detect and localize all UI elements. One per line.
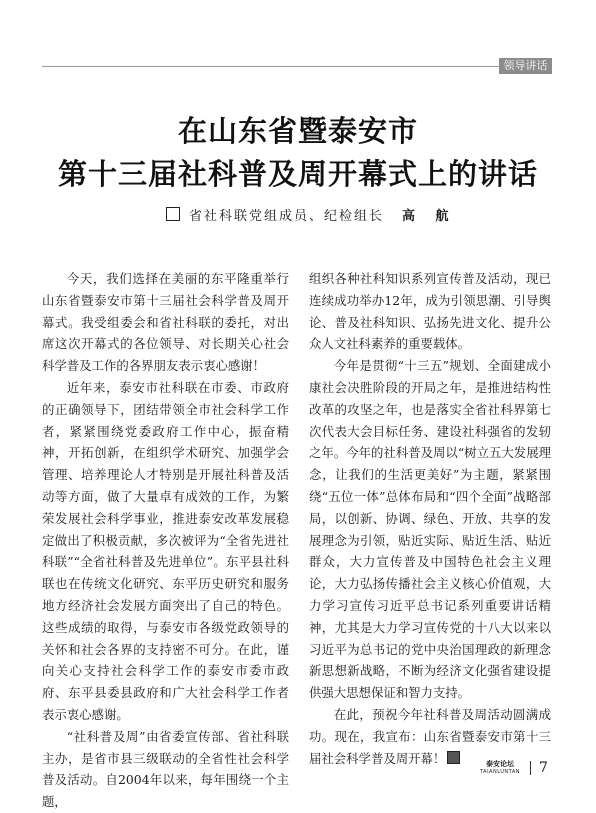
byline	[166, 205, 457, 223]
paragraph-final-text: 在此，预祝今年社科普及周活动圆满成功。现在，我宣布：山东省暨泰安市第十三届社会科学普及周开幕！	[309, 706, 551, 766]
article-title-line-2: 第十三届社科普及周开幕式上的讲话	[57, 157, 538, 191]
author-name: 高 航	[402, 208, 457, 224]
paragraph: “社科普及周”由省委宣传部、省社科联主办，是省市县三级联动的全省性社会科学普及活动。自2004年以来，每年围绕一个主题，	[42, 728, 289, 810]
page-number: 7	[539, 760, 548, 776]
paragraph: 今天，我们选择在美丽的东平隆重举行山东省暨泰安市第十三届社会科学普及周开幕式。我受组委会和省社科联的委托，对出席这次开幕式的各位领导、对长期关心社会科学普及工作的各界朋友表示衷心感谢！	[42, 271, 289, 374]
paragraph-continued: 组织各种社科知识系列宣传普及活动，现已连续成功举办12年，成为引领思潮、引导舆论、普及社科知识、弘扬先进文化、提升公众人文社科素养的重要载体。	[309, 271, 551, 352]
footer-divider	[530, 761, 531, 775]
publication-name: 泰安论坛	[486, 760, 514, 768]
body-column-right	[309, 268, 551, 769]
article-title-line-1: 在山东省暨泰安市	[177, 114, 418, 148]
end-mark-icon	[447, 751, 460, 764]
byline-square-icon	[166, 207, 180, 221]
paragraph: 今年是贯彻“十三五”规划、全面建成小康社会决胜阶段的开局之年，是推进结构性改革的攻坚之年，也是落实全省社科界第七次代表大会目标任务、建设社科强省的发轫之年。今年的社科普及周以“树立五大发展理念，让我们的生活更美好”为主题，紧紧围绕“五位一体”总体布局和“四个全面”战略部局，以创新、协调、绿色、开放、共享的发展理念为引领，贴近实际、贴近生活、贴近群众，大力宣传普及中国特色社会主义理论，大力弘扬传播社会主义核心价值观，大力学习宣传习近平总书记系列重要讲话精神，尤其是大力学习宣传党的十八大以来以习近平为总书记的党中央治国理政的新理念新思想新战略，不断为经济文化强省建设提供强大思想保证和智力支持。	[309, 358, 551, 701]
page-footer	[480, 760, 548, 776]
header-rule	[42, 66, 550, 67]
publication-name-en: TAIANLUNTAN	[480, 769, 520, 775]
section-tag: 领导讲话	[499, 58, 552, 74]
paragraph: 近年来，泰安市社科联在市委、市政府的正确领导下，团结带领全市社会科学工作者，紧紧围绕党委政府工作中心，振奋精神，开拓创新，在组织学术研究、加强学会管理、培养理论人才特别是开展社科普及活动等方面，做了大量卓有成效的工作，为繁荣发展社会科学事业，推进泰安改革发展稳定做出了积极贡献，多次被评为“全省先进社科联”“全省社科普及先进单位”。东平县社科联也在传统文化研究、东平历史研究和服务地方经济社会发展方面突出了自己的特色。这些成绩的取得，与泰安市各级党政领导的关怀和社会各界的支持密不可分。在此，谨向关心支持社会科学工作的泰安市委市政府、东平县委县政府和广大社会科学工作者表示衷心感谢。	[42, 379, 289, 722]
body-column-left	[42, 268, 289, 813]
publication-logo	[480, 761, 520, 775]
author-role: 省社科联党组成员、纪检组长	[189, 208, 385, 224]
